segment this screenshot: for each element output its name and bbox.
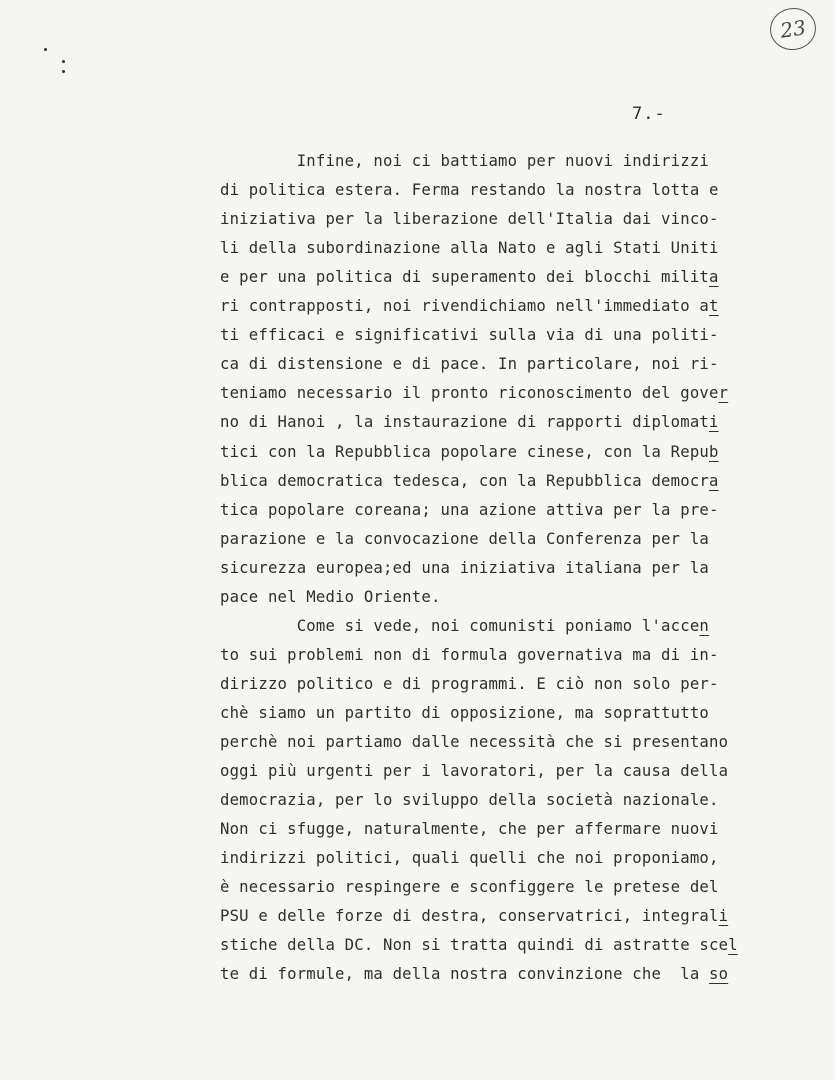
text-line [220, 355, 719, 373]
text-line [220, 675, 719, 693]
text-line [220, 878, 719, 896]
text-line [220, 239, 719, 257]
underlined-hyphenation: r [718, 384, 729, 403]
text-line [220, 646, 719, 664]
archive-stamp-number: 23 [778, 15, 808, 43]
text-line-main: teniamo necessario il pronto riconoscimento del gove [220, 384, 719, 403]
text-line-main: blica democratica tedesca, con la Repubblica democr [220, 471, 709, 490]
text-line [220, 472, 719, 490]
text-line [220, 704, 709, 722]
archive-page-stamp [767, 5, 818, 53]
text-line-main: democrazia, per lo sviluppo della società nazionale. [220, 791, 719, 810]
page-number: 7.- [632, 104, 666, 124]
text-line [220, 617, 709, 635]
text-line [220, 559, 709, 577]
text-line-main: Non ci sfugge, naturalmente, che per affermare nuovi [220, 820, 719, 839]
text-line [220, 820, 719, 838]
underlined-hyphenation: n [699, 616, 710, 635]
underlined-hyphenation: l [728, 936, 738, 955]
underlined-hyphenation: so [709, 965, 729, 984]
text-line-main: perchè noi partiamo dalle necessità che si presentano [220, 733, 729, 751]
margin-dot [44, 48, 47, 51]
text-line-main: parazione e la convocazione della Conferenza per la [220, 529, 709, 548]
text-line [220, 530, 709, 548]
text-line-main: ti efficaci e significativi sulla via di una politi- [220, 326, 719, 345]
text-line [220, 152, 709, 170]
text-line-main: li della subordinazione alla Nato e agli Stati Uniti [220, 239, 719, 258]
text-line-main: oggi più urgenti per i lavoratori, per la causa della [220, 762, 729, 781]
text-line [220, 791, 719, 809]
text-line [220, 762, 728, 780]
text-line [220, 181, 719, 199]
text-line-main: ri contrapposti, noi rivendichiamo nell'immediato a [220, 297, 709, 316]
text-line [220, 501, 719, 519]
text-line-main: di politica estera. Ferma restando la nostra lotta e [220, 181, 719, 200]
text-line [220, 326, 719, 344]
text-line-main: iniziativa per la liberazione dell'Italia dai vinco- [220, 210, 719, 229]
margin-dot [62, 60, 65, 63]
margin-marks [42, 46, 68, 80]
text-line-main: dirizzo politico e di programmi. E ciò non solo per- [220, 674, 719, 693]
text-line-main: e per una politica di superamento dei blocchi milit [220, 268, 709, 287]
underlined-hyphenation: t [709, 297, 719, 316]
text-line [220, 849, 719, 867]
text-line-main: pace nel Medio Oriente. [220, 587, 441, 606]
text-line [220, 297, 719, 315]
text-line [220, 965, 728, 983]
text-line-main: stiche della DC. Non si tratta quindi di astratte sce [220, 936, 729, 955]
text-line [220, 443, 719, 461]
text-line-main: Come si vede, noi comunisti poniamo l'acce [220, 616, 700, 635]
text-line-main: indirizzi politici, quali quelli che noi proponiamo, [220, 849, 719, 868]
text-line-main: PSU e delle forze di destra, conservatrici, integral [220, 907, 719, 926]
text-line-main: tica popolare coreana; una azione attiva per la pre- [220, 500, 719, 519]
text-line-main: tici con la Repubblica popolare cinese, con la Repu [220, 442, 709, 461]
underlined-hyphenation: a [709, 471, 719, 490]
text-line [220, 907, 728, 925]
text-line-main: Infine, noi ci battiamo per nuovi indirizzi [220, 152, 709, 170]
text-line-main: no di Hanoi , la instaurazione di rapporti diplomat [220, 413, 709, 432]
margin-dot [62, 70, 65, 73]
text-line-main: te di formule, ma della nostra convinzione che la [220, 965, 709, 984]
text-line-main: to sui problemi non di formula governativa ma di in- [220, 645, 719, 664]
underlined-hyphenation: i [718, 907, 729, 926]
text-line-main: sicurezza europea;ed una iniziativa italiana per la [220, 558, 709, 577]
text-line-main: chè siamo un partito di opposizione, ma soprattutto [220, 703, 709, 722]
text-line-main: è necessario respingere e sconfiggere le pretese del [220, 878, 719, 897]
text-line [220, 413, 719, 431]
underlined-hyphenation: b [709, 442, 719, 461]
underlined-hyphenation: a [709, 268, 719, 287]
text-line [220, 588, 441, 606]
text-line-main: ca di distensione e di pace. In particolare, noi ri- [220, 355, 719, 374]
text-line [220, 733, 728, 751]
text-line [220, 268, 719, 286]
text-line [220, 936, 738, 954]
underlined-hyphenation: i [709, 413, 719, 432]
text-line [220, 384, 728, 402]
text-line [220, 210, 719, 228]
